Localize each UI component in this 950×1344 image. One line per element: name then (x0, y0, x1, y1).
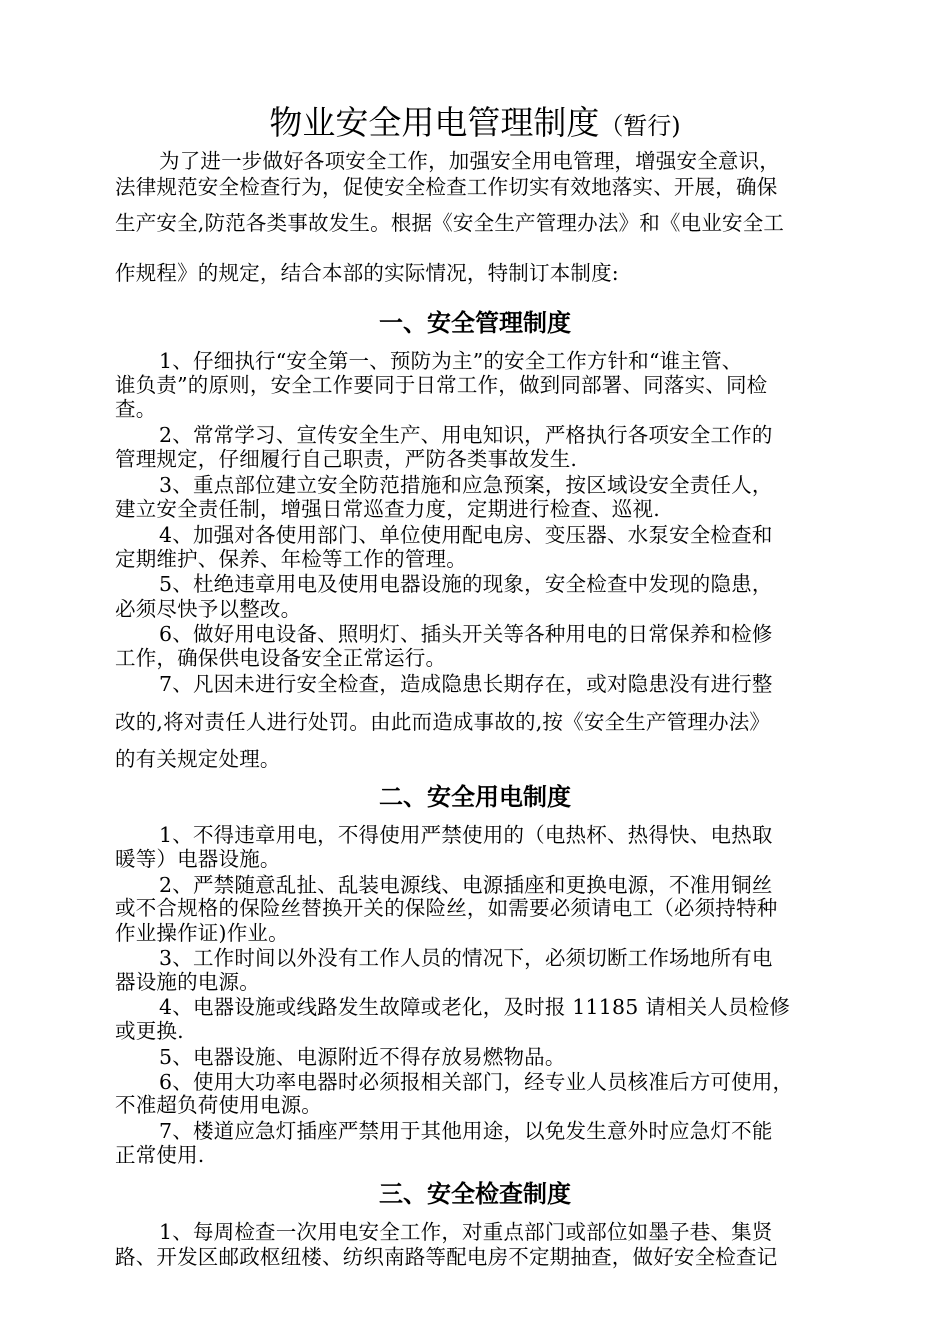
text-line: 5、杜绝违章用电及使用电器设施的现象，安全检查中发现的隐患， (159, 572, 773, 596)
text-line: 作规程》的规定，结合本部的实际情况，特制订本制度: (115, 261, 619, 285)
text-line: 法律规范安全检查行为，促使安全检查工作切实有效地落实、开展，确保 (115, 175, 778, 199)
text-line: 不准超负荷使用电源。 (115, 1093, 322, 1117)
text-line: 2、严禁随意乱扯、乱装电源线、电源插座和更换电源，不准用铜丝 (159, 873, 773, 897)
text-line: 3、重点部位建立安全防范措施和应急预案，按区域设安全责任人， (159, 473, 773, 497)
section-heading: 一、安全管理制度 (379, 309, 571, 337)
text-line: 路、开发区邮政枢纽楼、纺织南路等配电房不定期抽查，做好安全检查记 (115, 1245, 778, 1269)
text-line: 1、仔细执行“安全第一、预防为主”的安全工作方针和“谁主管、 (159, 349, 743, 373)
page-title (0, 100, 950, 149)
text-line: 6、使用大功率电器时必须报相关部门，经专业人员核准后方可使用， (159, 1070, 794, 1094)
section-heading: 二、安全用电制度 (379, 783, 571, 811)
section-heading: 三、安全检查制度 (379, 1180, 571, 1208)
text-line: 管理规定，仔细履行自己职责，严防各类事故发生. (115, 447, 578, 471)
text-line: 暖等）电器设施。 (115, 847, 281, 871)
text-line: 谁负责”的原则，安全工作要同于日常工作，做到同部署、同落实、同检 (115, 373, 768, 397)
text-line: 为了进一步做好各项安全工作，加强安全用电管理，增强安全意识， (159, 149, 780, 173)
text-line: 正常使用. (115, 1143, 205, 1167)
text-line: 7、凡因未进行安全检查，造成隐患长期存在，或对隐患没有进行整 (159, 672, 773, 696)
text-line: 定期维护、保养、年检等工作的管理。 (115, 547, 467, 571)
text-line: 作业操作证)作业。 (115, 921, 289, 945)
text-line: 7、楼道应急灯插座严禁用于其他用途，以免发生意外时应急灯不能 (159, 1119, 773, 1143)
text-line: 查。 (115, 397, 157, 421)
text-line: 4、电器设施或线路发生故障或老化，及时报 11185 请相关人员检修 (159, 995, 791, 1019)
text-line: 3、工作时间以外没有工作人员的情况下，必须切断工作场地所有电 (159, 946, 773, 970)
text-line: 改的,将对责任人进行处罚。由此而造成事故的,按《安全生产管理办法》 (115, 710, 771, 734)
title-main: 物业安全用电管理制度 (269, 103, 600, 142)
text-line: 6、做好用电设备、照明灯、插头开关等各种用电的日常保养和检修 (159, 622, 773, 646)
text-line: 1、不得违章用电，不得使用严禁使用的（电热杯、热得快、电热取 (159, 823, 773, 847)
text-line: 必须尽快予以整改。 (115, 597, 302, 621)
title-sub: （暂行) (599, 112, 681, 140)
text-line: 工作，确保供电设备安全正常运行。 (115, 646, 447, 670)
text-line: 或更换. (115, 1019, 184, 1043)
text-line: 建立安全责任制，增强日常巡查力度，定期进行检查、巡视. (115, 497, 660, 521)
text-line: 2、常常学习、宣传安全生产、用电知识，严格执行各项安全工作的 (159, 423, 773, 447)
text-line: 或不合规格的保险丝替换开关的保险丝，如需要必须请电工（必须持特种 (115, 896, 778, 920)
text-line: 生产安全,防范各类事故发生。根据《安全生产管理办法》和《电业安全工 (115, 211, 785, 235)
text-line: 的有关规定处理。 (115, 747, 281, 771)
text-line: 4、加强对各使用部门、单位使用配电房、变压器、水泵安全检查和 (159, 523, 773, 547)
text-line: 器设施的电源。 (115, 970, 260, 994)
text-line: 1、每周检查一次用电安全工作，对重点部门或部位如墨子巷、集贤 (159, 1220, 773, 1244)
text-line: 5、电器设施、电源附近不得存放易燃物品。 (159, 1045, 566, 1069)
